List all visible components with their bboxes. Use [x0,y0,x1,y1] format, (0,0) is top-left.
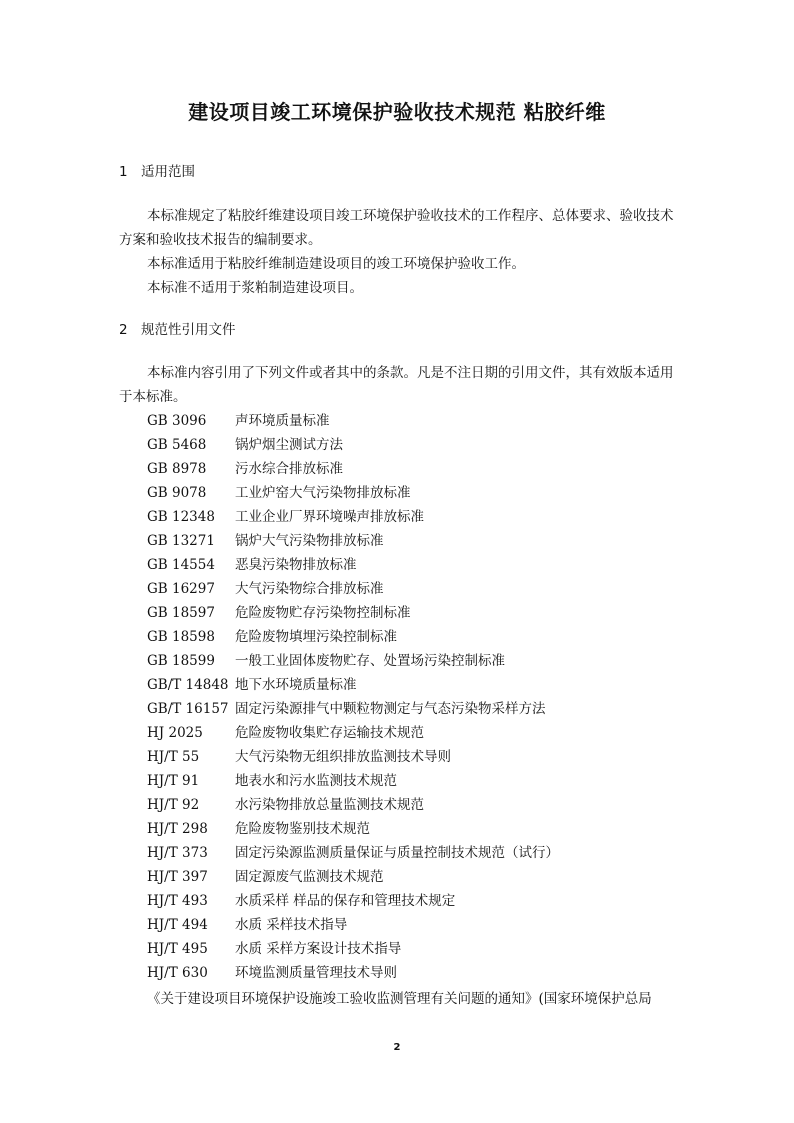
reference-code: GB 12348 [147,509,215,525]
reference-item [147,577,559,601]
reference-item [147,841,559,865]
reference-item [147,649,559,673]
reference-title: 固定污染源监测质量保证与质量控制技术规范（试行） [235,845,559,861]
reference-item [147,409,559,433]
reference-code: HJ/T 493 [147,893,208,909]
reference-code: HJ/T 55 [147,749,200,765]
reference-title: 工业企业厂界环境噪声排放标准 [235,509,424,525]
document-title: 建设项目竣工环境保护验收技术规范 粘胶纤维 [188,100,606,124]
reference-list [147,409,559,985]
reference-title: 水质 采样技术指导 [235,917,348,933]
reference-title: 固定污染源排气中颗粒物测定与气态污染物采样方法 [235,701,546,717]
reference-title: 固定源废气监测技术规范 [235,869,384,885]
reference-item [147,505,559,529]
reference-item [147,721,559,745]
section-1-paragraph: 本标准适用于粘胶纤维制造建设项目的竣工环境保护验收工作。 [147,256,525,272]
reference-code: HJ/T 91 [147,773,200,789]
reference-notice-line: 《关于建设项目环境保护设施竣工验收监测管理有关问题的通知》(国家环境保护总局 [147,991,652,1007]
reference-title: 地下水环境质量标准 [235,677,357,693]
reference-code: HJ/T 298 [147,821,208,837]
page-number: 2 [393,1042,401,1053]
reference-title: 大气污染物综合排放标准 [235,581,384,597]
reference-title: 锅炉烟尘测试方法 [235,437,343,453]
reference-title: 水质采样 样品的保存和管理技术规定 [235,893,456,909]
reference-title: 污水综合排放标准 [235,461,343,477]
section-title: 规范性引用文件 [141,322,236,338]
reference-code: GB 18597 [147,605,215,621]
reference-item [147,673,559,697]
reference-title: 水污染物排放总量监测技术规范 [235,797,424,813]
reference-title: 大气污染物无组织排放监测技术导则 [235,749,451,765]
reference-code: GB/T 14848 [147,677,229,693]
section-1-paragraph: 本标准不适用于浆粕制造建设项目。 [147,280,363,296]
section-number: 1 [119,164,128,180]
reference-item [147,697,559,721]
reference-item [147,889,559,913]
reference-item [147,625,559,649]
reference-title: 工业炉窑大气污染物排放标准 [235,485,411,501]
reference-code: HJ/T 92 [147,797,200,813]
reference-title: 地表水和污水监测技术规范 [235,773,397,789]
reference-item [147,961,559,985]
reference-code: GB/T 16157 [147,701,229,717]
reference-item [147,913,559,937]
reference-code: GB 13271 [147,533,215,549]
reference-title: 一般工业固体废物贮存、处置场污染控制标准 [235,653,505,669]
reference-code: GB 14554 [147,557,215,573]
section-number: 2 [119,322,128,338]
section-2-intro: 本标准内容引用了下列文件或者其中的条款。凡是不注日期的引用文件，其有效版本适用于本标准。 [119,365,674,405]
reference-code: GB 16297 [147,581,215,597]
reference-title: 危险废物鉴别技术规范 [235,821,370,837]
reference-title: 危险废物贮存污染物控制标准 [235,605,411,621]
section-1-paragraph: 本标准规定了粘胶纤维建设项目竣工环境保护验收技术的工作程序、总体要求、验收技术方案和验收技术报告的编制要求。 [119,208,674,248]
reference-title: 锅炉大气污染物排放标准 [235,533,384,549]
reference-code: HJ/T 495 [147,941,208,957]
reference-code: GB 18599 [147,653,215,669]
reference-code: HJ/T 494 [147,917,208,933]
reference-title: 恶臭污染物排放标准 [235,557,357,573]
section-1-heading [119,160,195,180]
reference-item [147,553,559,577]
reference-item [147,769,559,793]
reference-item [147,745,559,769]
reference-item [147,457,559,481]
reference-code: HJ/T 373 [147,845,208,861]
reference-item [147,793,559,817]
reference-title: 危险废物填埋污染控制标准 [235,629,397,645]
reference-code: GB 8978 [147,461,207,477]
reference-title: 声环境质量标准 [235,413,330,429]
reference-item [147,937,559,961]
reference-code: GB 18598 [147,629,215,645]
reference-item [147,817,559,841]
reference-item [147,481,559,505]
reference-title: 水质 采样方案设计技术指导 [235,941,402,957]
reference-item [147,433,559,457]
reference-code: HJ/T 397 [147,869,208,885]
reference-title: 危险废物收集贮存运输技术规范 [235,725,424,741]
reference-code: GB 3096 [147,413,207,429]
reference-title: 环境监测质量管理技术导则 [235,965,397,981]
reference-item [147,865,559,889]
section-2-heading [119,318,236,338]
section-title: 适用范围 [141,164,195,180]
reference-code: HJ/T 630 [147,965,208,981]
reference-code: GB 9078 [147,485,207,501]
reference-item [147,529,559,553]
reference-item [147,601,559,625]
reference-code: HJ 2025 [147,725,203,741]
reference-code: GB 5468 [147,437,207,453]
